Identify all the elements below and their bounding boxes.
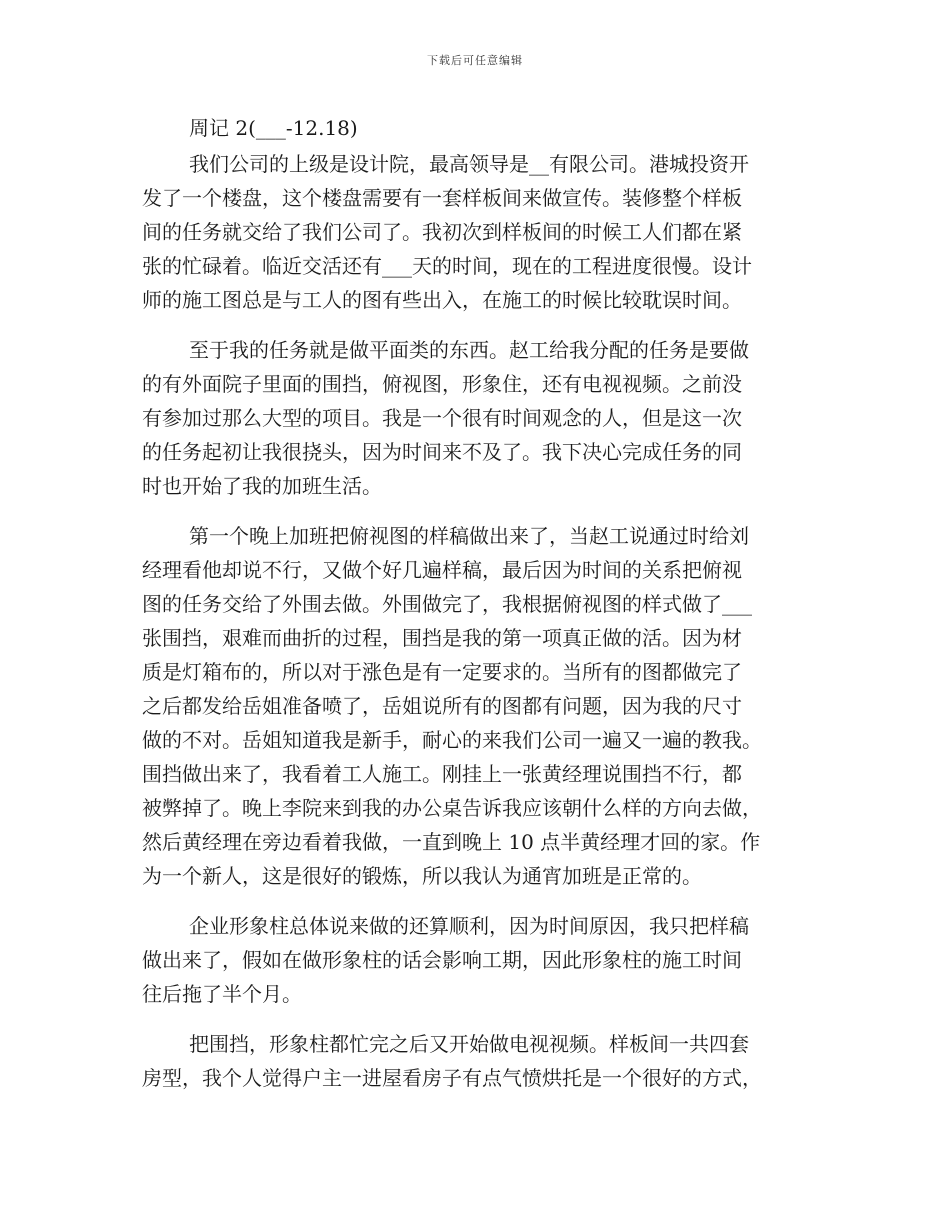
text-line: 的有外面院子里面的围挡，俯视图，形象住，还有电视视频。之前没 bbox=[142, 372, 742, 396]
text-line: 围挡做出来了，我看着工人施工。刚挂上一张黄经理说围挡不行，都 bbox=[142, 762, 742, 786]
text-line: 有参加过那么大型的项目。我是一个很有时间观念的人，但是这一次 bbox=[142, 406, 742, 430]
text-line: 张的忙碌着。临近交活还有___天的时间，现在的工程进度很慢。设计 bbox=[142, 254, 752, 278]
document-body bbox=[142, 111, 810, 1095]
text-line: 经理看他却说不行，又做个好几遍样稿，最后因为时间的关系把俯视 bbox=[142, 558, 742, 582]
text-line: 至于我的任务就是做平面类的东西。赵工给我分配的任务是要做 bbox=[189, 338, 749, 362]
text-line: 然后黄经理在旁边看着我做，一直到晚上 10 点半黄经理才回的家。作 bbox=[142, 830, 761, 854]
text-line: 做的不对。岳姐知道我是新手，耐心的来我们公司一遍又一遍的教我。 bbox=[142, 728, 762, 752]
paragraph-2 bbox=[142, 333, 810, 503]
paragraph-4 bbox=[142, 909, 810, 1011]
text-line: 房型，我个人觉得户主一进屋看房子有点气愤烘托是一个很好的方式， bbox=[142, 1066, 762, 1090]
text-line: 时也开始了我的加班生活。 bbox=[142, 474, 382, 498]
text-line: 往后拖了半个月。 bbox=[142, 982, 302, 1006]
text-line: 为一个新人，这是很好的锻炼，所以我认为通宵加班是正常的。 bbox=[142, 864, 702, 888]
page-header: 下载后可任意编辑 bbox=[427, 54, 523, 67]
text-line: 的任务起初让我很挠头，因为时间来不及了。我下决心完成任务的同 bbox=[142, 440, 742, 464]
paragraph-5 bbox=[142, 1027, 810, 1095]
text-line: 把围挡，形象柱都忙完之后又开始做电视视频。样板间一共四套 bbox=[189, 1032, 749, 1056]
text-line: 企业形象柱总体说来做的还算顺利，因为时间原因，我只把样稿 bbox=[189, 914, 749, 938]
text-line: 发了一个楼盘，这个楼盘需要有一套样板间来做宣传。装修整个样板 bbox=[142, 186, 742, 210]
text-line: 间的任务就交给了我们公司了。我初次到样板间的时候工人们都在紧 bbox=[142, 220, 742, 244]
text-line: 我们公司的上级是设计院，最高领导是__有限公司。港城投资开 bbox=[189, 152, 749, 176]
paragraph-1 bbox=[142, 147, 810, 317]
text-line: 图的任务交给了外围去做。外围做完了，我根据俯视图的样式做了___ bbox=[142, 592, 752, 616]
text-line: 被弊掉了。晚上李院来到我的办公桌告诉我应该朝什么样的方向去做， bbox=[142, 796, 762, 820]
text-line: 做出来了，假如在做形象柱的话会影响工期，因此形象柱的施工时间 bbox=[142, 948, 742, 972]
text-line: 之后都发给岳姐准备喷了，岳姐说所有的图都有问题，因为我的尺寸 bbox=[142, 694, 742, 718]
document-title: 周记 2(___-12.18) bbox=[189, 116, 358, 140]
text-line: 质是灯箱布的，所以对于涨色是有一定要求的。当所有的图都做完了 bbox=[142, 660, 742, 684]
text-line: 张围挡，艰难而曲折的过程，围挡是我的第一项真正做的活。因为材 bbox=[142, 626, 742, 650]
text-line: 师的施工图总是与工人的图有些出入，在施工的时候比较耽误时间。 bbox=[142, 288, 742, 312]
text-line: 第一个晚上加班把俯视图的样稿做出来了，当赵工说通过时给刘 bbox=[189, 524, 749, 548]
paragraph-3 bbox=[142, 519, 810, 893]
